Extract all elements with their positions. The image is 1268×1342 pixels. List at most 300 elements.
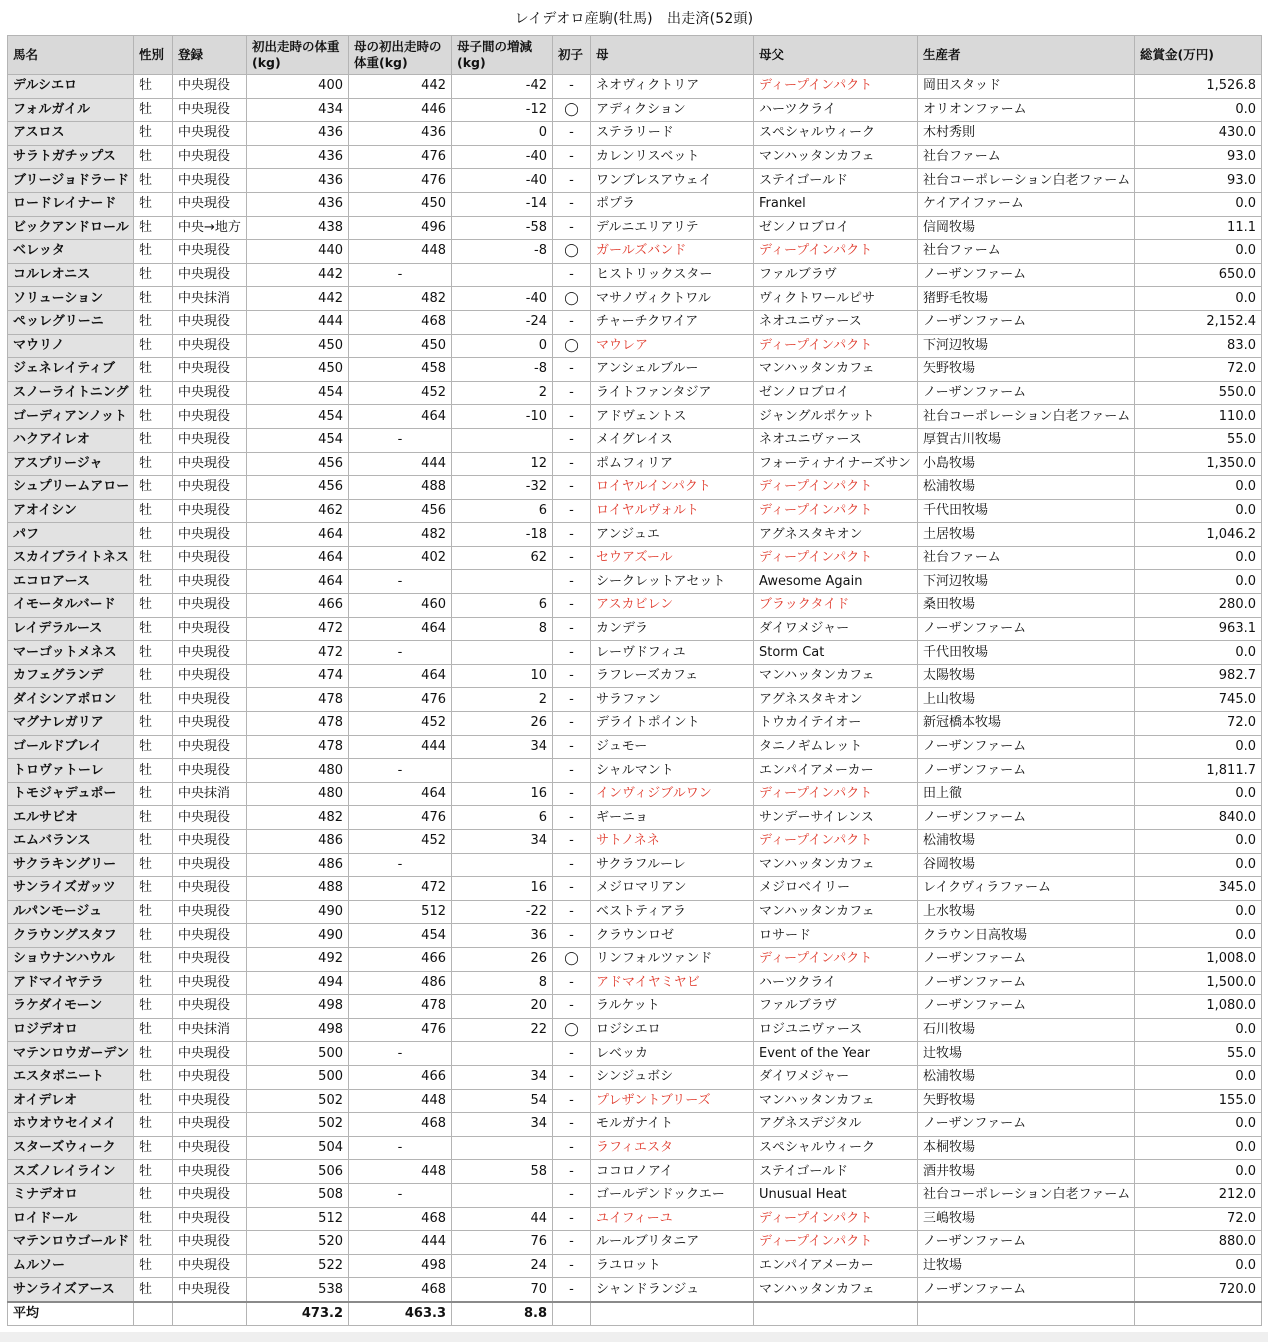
sex-cell: 牡	[134, 334, 173, 358]
dam-first-weight-cell: 448	[349, 1160, 452, 1184]
weight-diff-cell: 8	[452, 617, 553, 641]
total-prize-cell: 1,811.7	[1135, 759, 1262, 783]
weight-diff-cell: 58	[452, 1160, 553, 1184]
first-foal-cell: -	[553, 806, 591, 830]
dam-cell: サクラフルーレ	[591, 853, 754, 877]
first-weight-cell: 500	[247, 1065, 349, 1089]
registration-cell: 中央現役	[173, 145, 247, 169]
first-weight-cell: 400	[247, 75, 349, 99]
horse-name-cell: クラウングスタフ	[8, 924, 134, 948]
dam-cell: リンフォルツァンド	[591, 947, 754, 971]
breeder-cell: 千代田牧場	[918, 641, 1135, 665]
average-row	[8, 1302, 1262, 1326]
first-weight-cell: 434	[247, 98, 349, 122]
registration-cell: 中央現役	[173, 853, 247, 877]
first-foal-cell: -	[553, 1089, 591, 1113]
total-prize-cell: 72.0	[1135, 1207, 1262, 1231]
first-foal-cell: -	[553, 1207, 591, 1231]
sex-cell: 牡	[134, 523, 173, 547]
weight-diff-cell: 0	[452, 334, 553, 358]
first-weight-cell: 466	[247, 594, 349, 618]
dam-cell: サラファン	[591, 688, 754, 712]
dam-sire-cell: ロジユニヴァース	[754, 1018, 918, 1042]
col-registration-header[interactable]: 登録	[173, 36, 247, 75]
dam-first-weight-cell: 478	[349, 995, 452, 1019]
total-prize-cell: 0.0	[1135, 830, 1262, 854]
weight-diff-cell: 0	[452, 122, 553, 146]
table-row	[8, 712, 1262, 736]
weight-diff-cell: 26	[452, 712, 553, 736]
col-dam-sire-header[interactable]: 母父	[754, 36, 918, 75]
weight-diff-cell: -8	[452, 240, 553, 264]
sex-cell: 牡	[134, 1207, 173, 1231]
table-row	[8, 98, 1262, 122]
horse-name-cell: ゴールドブレイ	[8, 735, 134, 759]
dam-sire-cell: ディープインパクト	[754, 830, 918, 854]
first-foal-cell: -	[553, 759, 591, 783]
dam-cell: ガールズバンド	[591, 240, 754, 264]
dam-cell: ユイフィーユ	[591, 1207, 754, 1231]
table-row	[8, 452, 1262, 476]
first-foal-cell: -	[553, 1065, 591, 1089]
dam-sire-cell: ファルブラヴ	[754, 995, 918, 1019]
dam-sire-cell: マンハッタンカフェ	[754, 1278, 918, 1302]
average-first-weight: 473.2	[247, 1302, 349, 1326]
registration-cell: 中央現役	[173, 310, 247, 334]
total-prize-cell: 280.0	[1135, 594, 1262, 618]
dam-cell: メジロマリアン	[591, 877, 754, 901]
weight-diff-cell	[452, 853, 553, 877]
dam-first-weight-cell: 444	[349, 1231, 452, 1255]
table-row	[8, 1231, 1262, 1255]
breeder-cell: 桑田牧場	[918, 594, 1135, 618]
first-weight-cell: 486	[247, 853, 349, 877]
first-foal-cell: -	[553, 381, 591, 405]
total-prize-cell: 0.0	[1135, 900, 1262, 924]
table-row	[8, 853, 1262, 877]
registration-cell: 中央現役	[173, 877, 247, 901]
col-horse-name-header[interactable]: 馬名	[8, 36, 134, 75]
breeder-cell: 社台ファーム	[918, 145, 1135, 169]
table-row	[8, 877, 1262, 901]
weight-diff-cell: -40	[452, 145, 553, 169]
horse-name-cell: サンライズアース	[8, 1278, 134, 1302]
total-prize-cell: 0.0	[1135, 782, 1262, 806]
first-weight-cell: 442	[247, 263, 349, 287]
first-foal-cell: -	[553, 1183, 591, 1207]
total-prize-cell: 0.0	[1135, 641, 1262, 665]
first-foal-cell: -	[553, 405, 591, 429]
sex-cell: 牡	[134, 192, 173, 216]
table-row	[8, 1018, 1262, 1042]
dam-sire-cell: アグネスタキオン	[754, 688, 918, 712]
first-weight-cell: 474	[247, 664, 349, 688]
horse-name-cell: ハクアイレオ	[8, 428, 134, 452]
weight-diff-cell: 36	[452, 924, 553, 948]
first-weight-cell: 444	[247, 310, 349, 334]
dam-sire-cell: ダイワメジャー	[754, 1065, 918, 1089]
registration-cell: 中央現役	[173, 1042, 247, 1066]
dam-sire-cell: ファルブラヴ	[754, 263, 918, 287]
first-weight-cell: 522	[247, 1254, 349, 1278]
total-prize-cell: 0.0	[1135, 287, 1262, 311]
empty-cell	[553, 1302, 591, 1326]
registration-cell: 中央現役	[173, 452, 247, 476]
first-foal-cell: -	[553, 1278, 591, 1302]
table-row	[8, 759, 1262, 783]
bottom-strip	[0, 1332, 1268, 1342]
dam-cell: サトノネネ	[591, 830, 754, 854]
horse-name-cell: エコロアース	[8, 570, 134, 594]
total-prize-cell: 550.0	[1135, 381, 1262, 405]
table-row	[8, 428, 1262, 452]
dam-first-weight-cell: 498	[349, 1254, 452, 1278]
breeder-cell: 矢野牧場	[918, 358, 1135, 382]
breeder-cell: 上水牧場	[918, 900, 1135, 924]
dam-sire-cell: ダイワメジャー	[754, 617, 918, 641]
registration-cell: 中央現役	[173, 192, 247, 216]
table-row	[8, 1136, 1262, 1160]
total-prize-cell: 83.0	[1135, 334, 1262, 358]
first-foal-cell: -	[553, 594, 591, 618]
horse-name-cell: トロヴァトーレ	[8, 759, 134, 783]
weight-diff-cell: 10	[452, 664, 553, 688]
first-foal-cell: ◯	[553, 287, 591, 311]
horse-name-cell: オイデレオ	[8, 1089, 134, 1113]
dam-cell: ネオヴィクトリア	[591, 75, 754, 99]
first-foal-cell: -	[553, 263, 591, 287]
dam-cell: ココロノアイ	[591, 1160, 754, 1184]
col-dam-header[interactable]: 母	[591, 36, 754, 75]
first-foal-cell: -	[553, 617, 591, 641]
first-weight-cell: 462	[247, 499, 349, 523]
first-foal-cell: -	[553, 216, 591, 240]
breeder-cell: 酒井牧場	[918, 1160, 1135, 1184]
table-row	[8, 1278, 1262, 1302]
breeder-cell: 松浦牧場	[918, 476, 1135, 500]
horse-name-cell: アオイシン	[8, 499, 134, 523]
sex-cell: 牡	[134, 476, 173, 500]
horse-name-cell: サンライズガッツ	[8, 877, 134, 901]
first-weight-cell: 490	[247, 900, 349, 924]
first-weight-cell: 478	[247, 735, 349, 759]
table-row	[8, 546, 1262, 570]
weight-diff-cell: 76	[452, 1231, 553, 1255]
breeder-cell: 社台コーポレーション白老ファーム	[918, 169, 1135, 193]
dam-first-weight-cell: 456	[349, 499, 452, 523]
registration-cell: 中央現役	[173, 169, 247, 193]
total-prize-cell: 72.0	[1135, 712, 1262, 736]
total-prize-cell: 1,350.0	[1135, 452, 1262, 476]
horse-name-cell: サラトガチップス	[8, 145, 134, 169]
registration-cell: 中央現役	[173, 1136, 247, 1160]
dam-first-weight-cell: 476	[349, 1018, 452, 1042]
registration-cell: 中央現役	[173, 546, 247, 570]
horse-name-cell: コルレオニス	[8, 263, 134, 287]
first-foal-cell: -	[553, 145, 591, 169]
col-total-prize-header[interactable]: 総賞金(万円)	[1135, 36, 1262, 75]
dam-sire-cell: ハーツクライ	[754, 98, 918, 122]
horse-name-cell: マテンロウゴールド	[8, 1231, 134, 1255]
first-foal-cell: ◯	[553, 947, 591, 971]
first-foal-cell: ◯	[553, 334, 591, 358]
registration-cell: 中央現役	[173, 712, 247, 736]
first-foal-cell: -	[553, 1136, 591, 1160]
sex-cell: 牡	[134, 75, 173, 99]
horse-name-cell: ビックアンドロール	[8, 216, 134, 240]
first-weight-cell: 492	[247, 947, 349, 971]
dam-sire-cell: ハーツクライ	[754, 971, 918, 995]
sex-cell: 牡	[134, 1278, 173, 1302]
dam-first-weight-cell: 476	[349, 169, 452, 193]
total-prize-cell: 0.0	[1135, 1065, 1262, 1089]
dam-cell: カンデラ	[591, 617, 754, 641]
dam-sire-cell: ブラックタイド	[754, 594, 918, 618]
sex-cell: 牡	[134, 900, 173, 924]
breeder-cell: ノーザンファーム	[918, 735, 1135, 759]
dam-cell: カレンリスベット	[591, 145, 754, 169]
empty-cell	[754, 1302, 918, 1326]
dam-sire-cell: ディープインパクト	[754, 1207, 918, 1231]
breeder-cell: ノーザンファーム	[918, 806, 1135, 830]
table-row	[8, 1183, 1262, 1207]
sex-cell: 牡	[134, 1113, 173, 1137]
first-weight-cell: 454	[247, 381, 349, 405]
empty-cell	[591, 1302, 754, 1326]
dam-sire-cell: マンハッタンカフェ	[754, 664, 918, 688]
registration-cell: 中央現役	[173, 759, 247, 783]
first-foal-cell: -	[553, 641, 591, 665]
first-weight-cell: 480	[247, 782, 349, 806]
weight-diff-cell: 24	[452, 1254, 553, 1278]
breeder-cell: 猪野毛牧場	[918, 287, 1135, 311]
dam-cell: ヒストリックスター	[591, 263, 754, 287]
dam-sire-cell: ゼンノロブロイ	[754, 216, 918, 240]
table-row	[8, 358, 1262, 382]
total-prize-cell: 0.0	[1135, 240, 1262, 264]
dam-sire-cell: エンパイアメーカー	[754, 1254, 918, 1278]
horse-name-cell: ロードレイナード	[8, 192, 134, 216]
breeder-cell: ノーザンファーム	[918, 971, 1135, 995]
first-weight-cell: 500	[247, 1042, 349, 1066]
col-first-weight-header[interactable]: 初出走時の体重(kg)	[247, 36, 349, 75]
registration-cell: 中央→地方	[173, 216, 247, 240]
dam-sire-cell: タニノギムレット	[754, 735, 918, 759]
weight-diff-cell: -58	[452, 216, 553, 240]
horse-name-cell: マーゴットメネス	[8, 641, 134, 665]
dam-first-weight-cell: -	[349, 1136, 452, 1160]
sex-cell: 牡	[134, 358, 173, 382]
weight-diff-cell: 16	[452, 877, 553, 901]
dam-first-weight-cell: 496	[349, 216, 452, 240]
weight-diff-cell	[452, 759, 553, 783]
sex-cell: 牡	[134, 1183, 173, 1207]
horse-name-cell: ホウオウセイメイ	[8, 1113, 134, 1137]
breeder-cell: 三嶋牧場	[918, 1207, 1135, 1231]
total-prize-cell: 963.1	[1135, 617, 1262, 641]
sex-cell: 牡	[134, 287, 173, 311]
breeder-cell: オリオンファーム	[918, 98, 1135, 122]
breeder-cell: ノーザンファーム	[918, 759, 1135, 783]
weight-diff-cell: 34	[452, 735, 553, 759]
first-weight-cell: 488	[247, 877, 349, 901]
sex-cell: 牡	[134, 240, 173, 264]
table-row	[8, 995, 1262, 1019]
registration-cell: 中央現役	[173, 499, 247, 523]
first-weight-cell: 436	[247, 169, 349, 193]
first-foal-cell: -	[553, 452, 591, 476]
first-weight-cell: 464	[247, 523, 349, 547]
horse-name-cell: ロイドール	[8, 1207, 134, 1231]
registration-cell: 中央現役	[173, 830, 247, 854]
dam-cell: デルニエリアリテ	[591, 216, 754, 240]
table-row	[8, 735, 1262, 759]
breeder-cell: 本桐牧場	[918, 1136, 1135, 1160]
first-foal-cell: -	[553, 1113, 591, 1137]
total-prize-cell: 0.0	[1135, 924, 1262, 948]
dam-first-weight-cell: 450	[349, 334, 452, 358]
dam-first-weight-cell: 512	[349, 900, 452, 924]
table-row	[8, 664, 1262, 688]
dam-cell: ワンブレスアウェイ	[591, 169, 754, 193]
dam-first-weight-cell: 476	[349, 688, 452, 712]
registration-cell: 中央現役	[173, 240, 247, 264]
sex-cell: 牡	[134, 428, 173, 452]
table-row	[8, 641, 1262, 665]
registration-cell: 中央現役	[173, 1183, 247, 1207]
horse-name-cell: ショウナンハウル	[8, 947, 134, 971]
total-prize-cell: 93.0	[1135, 145, 1262, 169]
dam-sire-cell: サンデーサイレンス	[754, 806, 918, 830]
dam-cell: ラフレーズカフェ	[591, 664, 754, 688]
dam-cell: ジュモー	[591, 735, 754, 759]
first-weight-cell: 478	[247, 688, 349, 712]
registration-cell: 中央現役	[173, 358, 247, 382]
col-first-foal-header[interactable]: 初子	[553, 36, 591, 75]
breeder-cell: 矢野牧場	[918, 1089, 1135, 1113]
registration-cell: 中央現役	[173, 924, 247, 948]
sex-cell: 牡	[134, 782, 173, 806]
first-weight-cell: 498	[247, 995, 349, 1019]
registration-cell: 中央現役	[173, 1113, 247, 1137]
dam-sire-cell: Storm Cat	[754, 641, 918, 665]
breeder-cell: レイクヴィラファーム	[918, 877, 1135, 901]
dam-cell: ステラリード	[591, 122, 754, 146]
col-sex-header[interactable]: 性別	[134, 36, 173, 75]
dam-first-weight-cell: 476	[349, 145, 452, 169]
weight-diff-cell: 16	[452, 782, 553, 806]
sex-cell: 牡	[134, 594, 173, 618]
weight-diff-cell	[452, 570, 553, 594]
sex-cell: 牡	[134, 570, 173, 594]
registration-cell: 中央抹消	[173, 782, 247, 806]
header-row	[8, 36, 1262, 75]
dam-cell: アドマイヤミヤビ	[591, 971, 754, 995]
col-breeder-header[interactable]: 生産者	[918, 36, 1135, 75]
dam-first-weight-cell: -	[349, 759, 452, 783]
col-dam-first-weight-header[interactable]: 母の初出走時の体重(kg)	[349, 36, 452, 75]
horse-name-cell: ラケダイモーン	[8, 995, 134, 1019]
dam-first-weight-cell: 468	[349, 1207, 452, 1231]
empty-cell	[918, 1302, 1135, 1326]
sex-cell: 牡	[134, 735, 173, 759]
dam-sire-cell: スペシャルウィーク	[754, 122, 918, 146]
sex-cell: 牡	[134, 877, 173, 901]
sex-cell: 牡	[134, 546, 173, 570]
weight-diff-cell: -12	[452, 98, 553, 122]
dam-sire-cell: ディープインパクト	[754, 947, 918, 971]
dam-sire-cell: ゼンノロブロイ	[754, 381, 918, 405]
registration-cell: 中央現役	[173, 1089, 247, 1113]
registration-cell: 中央現役	[173, 735, 247, 759]
dam-first-weight-cell: -	[349, 1183, 452, 1207]
horse-name-cell: ダイシンアポロン	[8, 688, 134, 712]
dam-cell: アスカビレン	[591, 594, 754, 618]
breeder-cell: ノーザンファーム	[918, 1278, 1135, 1302]
total-prize-cell: 1,526.8	[1135, 75, 1262, 99]
dam-first-weight-cell: 442	[349, 75, 452, 99]
sex-cell: 牡	[134, 1254, 173, 1278]
dam-sire-cell: Unusual Heat	[754, 1183, 918, 1207]
table-row	[8, 287, 1262, 311]
breeder-cell: ノーザンファーム	[918, 381, 1135, 405]
table-row	[8, 122, 1262, 146]
first-foal-cell: -	[553, 310, 591, 334]
dam-sire-cell: ディープインパクト	[754, 1231, 918, 1255]
dam-sire-cell: ディープインパクト	[754, 75, 918, 99]
col-weight-diff-header[interactable]: 母子間の増減(kg)	[452, 36, 553, 75]
first-weight-cell: 520	[247, 1231, 349, 1255]
total-prize-cell: 55.0	[1135, 428, 1262, 452]
weight-diff-cell	[452, 263, 553, 287]
table-row	[8, 240, 1262, 264]
dam-first-weight-cell: 466	[349, 947, 452, 971]
table-row	[8, 145, 1262, 169]
dam-sire-cell: ディープインパクト	[754, 334, 918, 358]
table-row	[8, 1254, 1262, 1278]
registration-cell: 中央現役	[173, 1065, 247, 1089]
registration-cell: 中央現役	[173, 1231, 247, 1255]
horse-name-cell: イモータルバード	[8, 594, 134, 618]
dam-first-weight-cell: -	[349, 428, 452, 452]
first-weight-cell: 454	[247, 405, 349, 429]
total-prize-cell: 840.0	[1135, 806, 1262, 830]
dam-sire-cell: ジャングルポケット	[754, 405, 918, 429]
average-weight-diff: 8.8	[452, 1302, 553, 1326]
dam-cell: シャンドランジュ	[591, 1278, 754, 1302]
dam-cell: インヴィジブルワン	[591, 782, 754, 806]
breeder-cell: 社台ファーム	[918, 546, 1135, 570]
breeder-cell: ノーザンファーム	[918, 617, 1135, 641]
first-foal-cell: -	[553, 830, 591, 854]
dam-first-weight-cell: 468	[349, 310, 452, 334]
horse-name-cell: アスプリージャ	[8, 452, 134, 476]
total-prize-cell: 1,500.0	[1135, 971, 1262, 995]
horse-name-cell: アドマイヤテラ	[8, 971, 134, 995]
first-foal-cell: -	[553, 664, 591, 688]
registration-cell: 中央現役	[173, 405, 247, 429]
total-prize-cell: 55.0	[1135, 1042, 1262, 1066]
breeder-cell: ノーザンファーム	[918, 263, 1135, 287]
horse-name-cell: ベレッタ	[8, 240, 134, 264]
dam-first-weight-cell: 448	[349, 1089, 452, 1113]
registration-cell: 中央現役	[173, 75, 247, 99]
first-foal-cell: -	[553, 853, 591, 877]
horse-name-cell: スカイブライトネス	[8, 546, 134, 570]
weight-diff-cell: -40	[452, 169, 553, 193]
dam-sire-cell: メジロベイリー	[754, 877, 918, 901]
table-row	[8, 499, 1262, 523]
